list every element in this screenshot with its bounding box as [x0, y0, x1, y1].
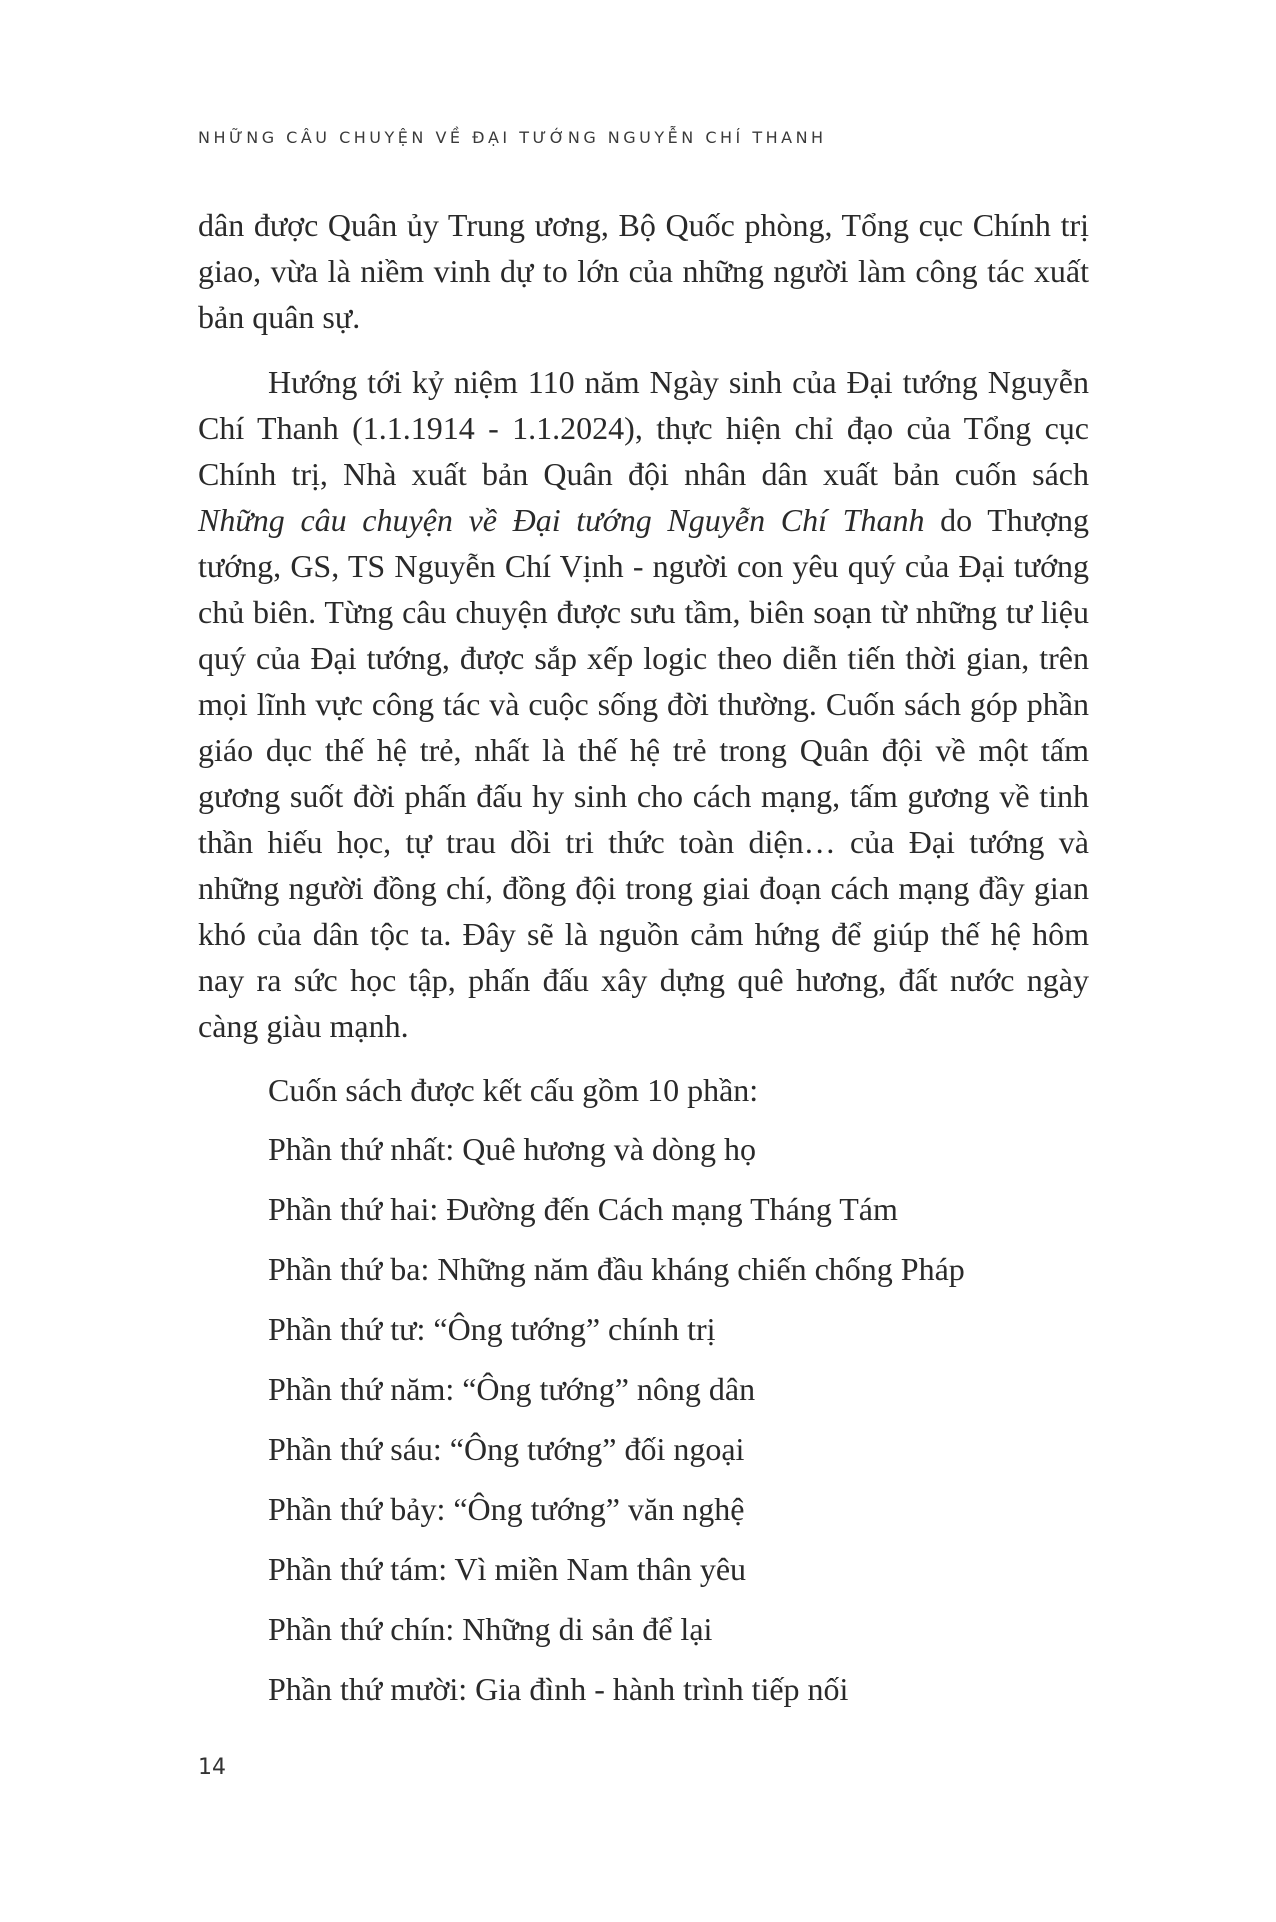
parts-list: [198, 1126, 1089, 1712]
body-text: [198, 202, 1089, 1726]
part-item: Phần thứ mười: Gia đình - hành trình tiếp nối: [268, 1671, 849, 1707]
paragraph-main-after-title: do Thượng tướng, GS, TS Nguyễn Chí Vịnh - người con yêu quý của Đại tướng chủ biên. Từng câu chuyện được sưu tầm, biên soạn từ những tư liệu quý của Đại tướng, được sắp xếp logic theo diễn tiến thời gian, trên mọi lĩnh vực công tác và cuộc sống đời thường. Cuốn sách góp phần giáo dục thế hệ trẻ, nhất là thế hệ trẻ trong Quân đội về một tấm gương suốt đời phấn đấu hy sinh cho cách mạng, tấm gương về tinh thần hiếu học, tự trau dồi tri thức toàn diện… của Đại tướng và những người đồng chí, đồng đội trong giai đoạn cách mạng đầy gian khó của dân tộc ta. Đây sẽ là nguồn cảm hứng để giúp thế hệ hôm nay ra sức học tập, phấn đấu xây dựng quê hương, đất nước ngày càng giàu mạnh.: [198, 502, 1090, 1044]
part-item: Phần thứ chín: Những di sản để lại: [268, 1611, 713, 1647]
part-item: Phần thứ nhất: Quê hương và dòng họ: [268, 1131, 756, 1167]
part-item: Phần thứ bảy: “Ông tướng” văn nghệ: [268, 1491, 745, 1527]
book-title: Những câu chuyện về Đại tướng Nguyễn Chí Thanh: [198, 502, 925, 538]
running-head: NHỮNG CÂU CHUYỆN VỀ ĐẠI TƯỚNG NGUYỄN CHÍ THANH: [198, 128, 827, 147]
part-item: Phần thứ tám: Vì miền Nam thân yêu: [268, 1551, 747, 1587]
page-number: 14: [198, 1755, 226, 1780]
part-item: Phần thứ tư: “Ông tướng” chính trị: [268, 1311, 716, 1347]
paragraph-main: [198, 359, 1089, 1049]
part-item: Phần thứ ba: Những năm đầu kháng chiến chống Pháp: [268, 1251, 965, 1287]
part-item: Phần thứ sáu: “Ông tướng” đối ngoại: [268, 1431, 745, 1467]
structure-intro: Cuốn sách được kết cấu gồm 10 phần:: [268, 1072, 759, 1108]
paragraph-main-before-title: Hướng tới kỷ niệm 110 năm Ngày sinh của Đại tướng Nguyễn Chí Thanh (1.1.1914 - 1.1.2024), thực hiện chỉ đạo của Tổng cục Chính trị, Nhà xuất bản Quân đội nhân dân xuất bản cuốn sách: [198, 364, 1089, 492]
paragraph-continued: dân được Quân ủy Trung ương, Bộ Quốc phòng, Tổng cục Chính trị giao, vừa là niềm vinh dự to lớn của những người làm công tác xuất bản quân sự.: [198, 207, 1089, 335]
part-item: Phần thứ hai: Đường đến Cách mạng Tháng Tám: [268, 1191, 898, 1227]
part-item: Phần thứ năm: “Ông tướng” nông dân: [268, 1371, 756, 1407]
